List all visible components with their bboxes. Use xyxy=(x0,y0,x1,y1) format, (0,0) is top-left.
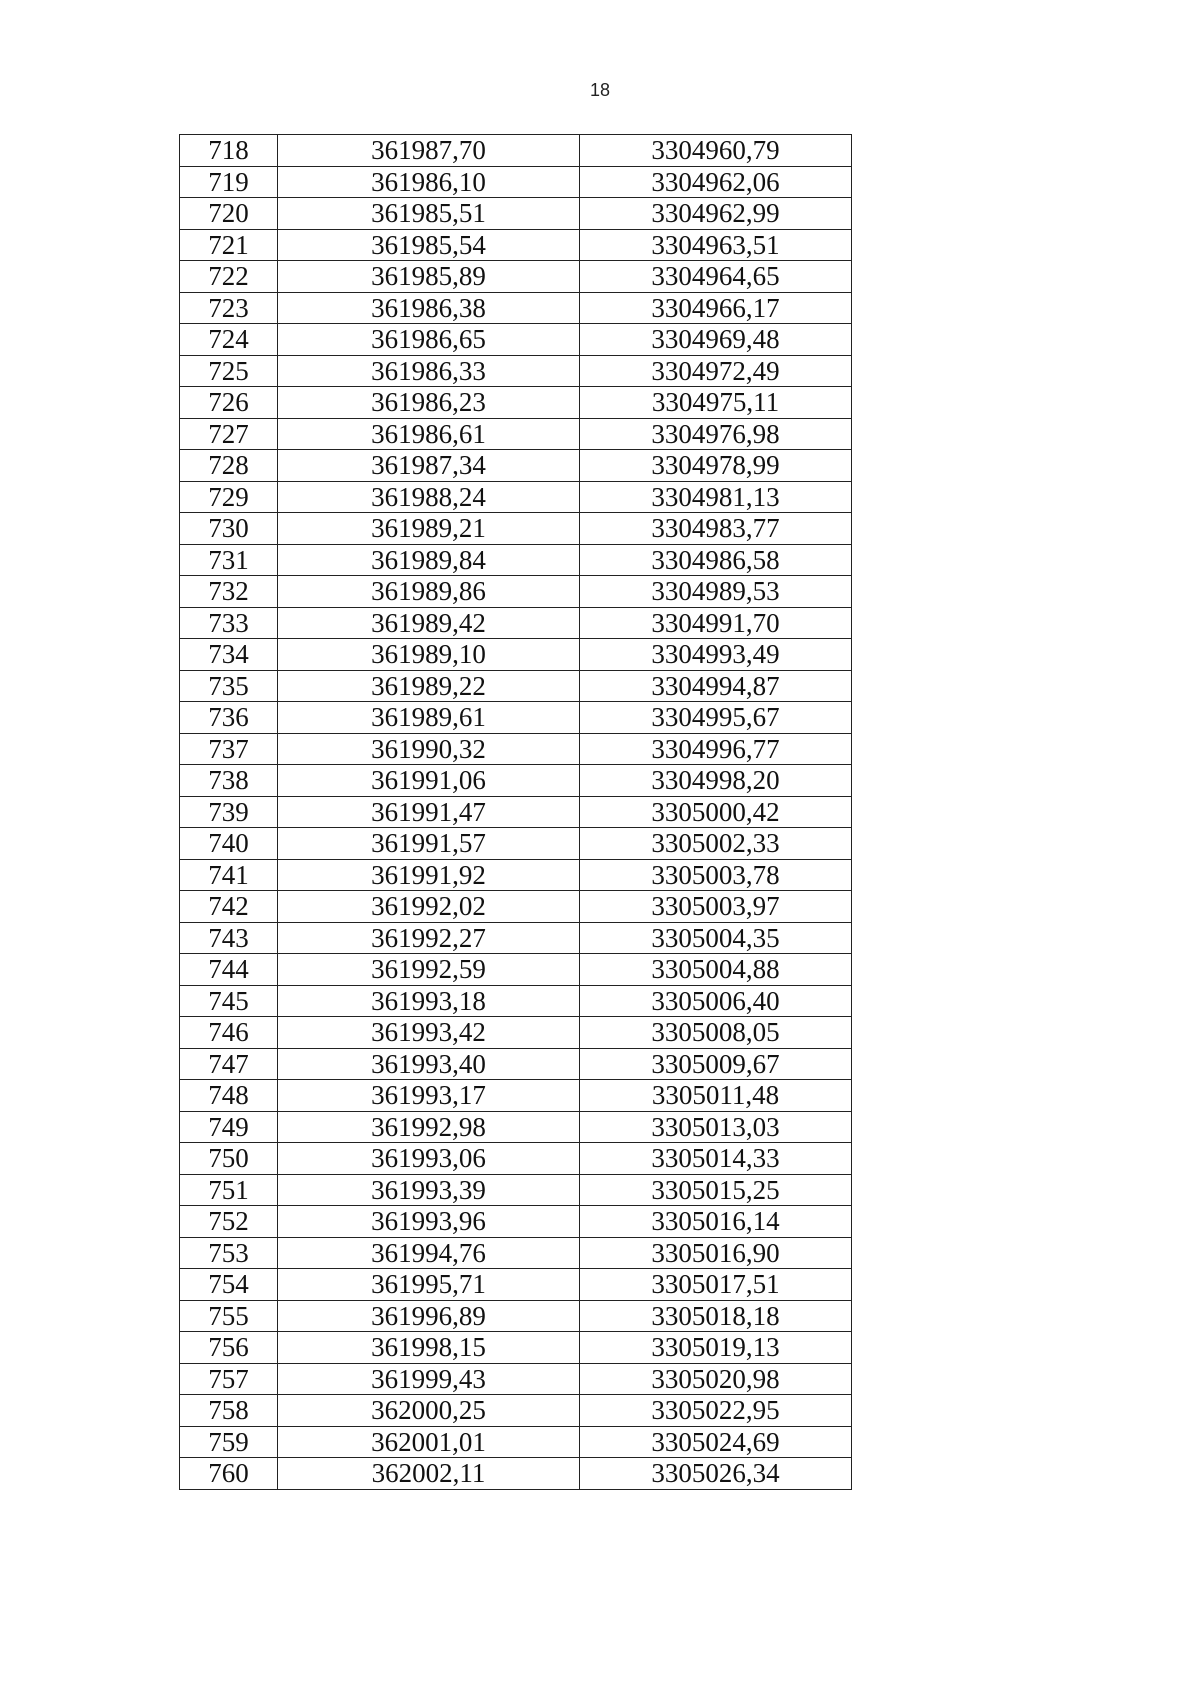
point-number-cell: 730 xyxy=(180,513,278,545)
x-coordinate-cell: 361989,86 xyxy=(278,576,580,608)
table-row xyxy=(180,1300,852,1332)
x-coordinate-cell: 361986,61 xyxy=(278,418,580,450)
table-row xyxy=(180,576,852,608)
x-coordinate-cell: 361985,54 xyxy=(278,229,580,261)
table-row xyxy=(180,1143,852,1175)
table-row xyxy=(180,1048,852,1080)
y-coordinate-cell: 3305022,95 xyxy=(580,1395,852,1427)
table-row xyxy=(180,891,852,923)
y-coordinate-cell: 3305011,48 xyxy=(580,1080,852,1112)
point-number-cell: 759 xyxy=(180,1426,278,1458)
table-row xyxy=(180,135,852,167)
x-coordinate-cell: 361989,22 xyxy=(278,670,580,702)
x-coordinate-cell: 361992,27 xyxy=(278,922,580,954)
point-number-cell: 725 xyxy=(180,355,278,387)
table-row xyxy=(180,481,852,513)
x-coordinate-cell: 361993,17 xyxy=(278,1080,580,1112)
table-row xyxy=(180,1269,852,1301)
y-coordinate-cell: 3304995,67 xyxy=(580,702,852,734)
x-coordinate-cell: 361989,84 xyxy=(278,544,580,576)
x-coordinate-cell: 361991,92 xyxy=(278,859,580,891)
x-coordinate-cell: 361993,96 xyxy=(278,1206,580,1238)
x-coordinate-cell: 361993,40 xyxy=(278,1048,580,1080)
y-coordinate-cell: 3304972,49 xyxy=(580,355,852,387)
point-number-cell: 720 xyxy=(180,198,278,230)
point-number-cell: 735 xyxy=(180,670,278,702)
point-number-cell: 760 xyxy=(180,1458,278,1490)
point-number-cell: 731 xyxy=(180,544,278,576)
y-coordinate-cell: 3304964,65 xyxy=(580,261,852,293)
y-coordinate-cell: 3305013,03 xyxy=(580,1111,852,1143)
x-coordinate-cell: 362001,01 xyxy=(278,1426,580,1458)
table-row xyxy=(180,198,852,230)
table-row xyxy=(180,1111,852,1143)
x-coordinate-cell: 361992,02 xyxy=(278,891,580,923)
point-number-cell: 721 xyxy=(180,229,278,261)
y-coordinate-cell: 3305008,05 xyxy=(580,1017,852,1049)
point-number-cell: 722 xyxy=(180,261,278,293)
y-coordinate-cell: 3305004,88 xyxy=(580,954,852,986)
x-coordinate-cell: 361985,89 xyxy=(278,261,580,293)
table-row xyxy=(180,166,852,198)
y-coordinate-cell: 3304996,77 xyxy=(580,733,852,765)
y-coordinate-cell: 3305015,25 xyxy=(580,1174,852,1206)
x-coordinate-cell: 361998,15 xyxy=(278,1332,580,1364)
point-number-cell: 724 xyxy=(180,324,278,356)
x-coordinate-cell: 361989,10 xyxy=(278,639,580,671)
y-coordinate-cell: 3305003,78 xyxy=(580,859,852,891)
y-coordinate-cell: 3304993,49 xyxy=(580,639,852,671)
y-coordinate-cell: 3305002,33 xyxy=(580,828,852,860)
y-coordinate-cell: 3305014,33 xyxy=(580,1143,852,1175)
table-row xyxy=(180,513,852,545)
x-coordinate-cell: 361992,59 xyxy=(278,954,580,986)
point-number-cell: 739 xyxy=(180,796,278,828)
x-coordinate-cell: 361996,89 xyxy=(278,1300,580,1332)
y-coordinate-cell: 3305004,35 xyxy=(580,922,852,954)
y-coordinate-cell: 3305026,34 xyxy=(580,1458,852,1490)
table-row xyxy=(180,828,852,860)
point-number-cell: 719 xyxy=(180,166,278,198)
x-coordinate-cell: 361989,61 xyxy=(278,702,580,734)
y-coordinate-cell: 3304991,70 xyxy=(580,607,852,639)
table-row xyxy=(180,1080,852,1112)
y-coordinate-cell: 3305020,98 xyxy=(580,1363,852,1395)
table-row xyxy=(180,859,852,891)
table-row xyxy=(180,702,852,734)
x-coordinate-cell: 361987,34 xyxy=(278,450,580,482)
x-coordinate-cell: 361991,57 xyxy=(278,828,580,860)
table-row xyxy=(180,954,852,986)
point-number-cell: 755 xyxy=(180,1300,278,1332)
x-coordinate-cell: 361993,18 xyxy=(278,985,580,1017)
table-row xyxy=(180,670,852,702)
y-coordinate-cell: 3305006,40 xyxy=(580,985,852,1017)
y-coordinate-cell: 3304966,17 xyxy=(580,292,852,324)
table-row xyxy=(180,1363,852,1395)
table-row xyxy=(180,922,852,954)
table-row xyxy=(180,544,852,576)
x-coordinate-cell: 361986,65 xyxy=(278,324,580,356)
x-coordinate-cell: 361993,39 xyxy=(278,1174,580,1206)
x-coordinate-cell: 361993,42 xyxy=(278,1017,580,1049)
point-number-cell: 727 xyxy=(180,418,278,450)
coordinates-table-body xyxy=(180,135,852,1490)
y-coordinate-cell: 3304976,98 xyxy=(580,418,852,450)
table-row xyxy=(180,1395,852,1427)
x-coordinate-cell: 361985,51 xyxy=(278,198,580,230)
table-row xyxy=(180,639,852,671)
y-coordinate-cell: 3304963,51 xyxy=(580,229,852,261)
x-coordinate-cell: 361993,06 xyxy=(278,1143,580,1175)
table-row xyxy=(180,324,852,356)
x-coordinate-cell: 361991,06 xyxy=(278,765,580,797)
table-row xyxy=(180,355,852,387)
table-row xyxy=(180,733,852,765)
y-coordinate-cell: 3305000,42 xyxy=(580,796,852,828)
point-number-cell: 745 xyxy=(180,985,278,1017)
x-coordinate-cell: 361986,23 xyxy=(278,387,580,419)
point-number-cell: 742 xyxy=(180,891,278,923)
y-coordinate-cell: 3304975,11 xyxy=(580,387,852,419)
point-number-cell: 751 xyxy=(180,1174,278,1206)
x-coordinate-cell: 361989,21 xyxy=(278,513,580,545)
point-number-cell: 726 xyxy=(180,387,278,419)
point-number-cell: 747 xyxy=(180,1048,278,1080)
point-number-cell: 741 xyxy=(180,859,278,891)
page-number: 18 xyxy=(589,80,611,100)
point-number-cell: 752 xyxy=(180,1206,278,1238)
table-row xyxy=(180,1332,852,1364)
x-coordinate-cell: 361986,33 xyxy=(278,355,580,387)
point-number-cell: 732 xyxy=(180,576,278,608)
x-coordinate-cell: 361986,38 xyxy=(278,292,580,324)
point-number-cell: 734 xyxy=(180,639,278,671)
point-number-cell: 723 xyxy=(180,292,278,324)
y-coordinate-cell: 3304962,06 xyxy=(580,166,852,198)
x-coordinate-cell: 361990,32 xyxy=(278,733,580,765)
point-number-cell: 753 xyxy=(180,1237,278,1269)
x-coordinate-cell: 361994,76 xyxy=(278,1237,580,1269)
y-coordinate-cell: 3305018,18 xyxy=(580,1300,852,1332)
x-coordinate-cell: 361991,47 xyxy=(278,796,580,828)
y-coordinate-cell: 3305019,13 xyxy=(580,1332,852,1364)
coordinates-table xyxy=(179,134,852,1490)
x-coordinate-cell: 362002,11 xyxy=(278,1458,580,1490)
x-coordinate-cell: 361995,71 xyxy=(278,1269,580,1301)
table-row xyxy=(180,292,852,324)
table-row xyxy=(180,1017,852,1049)
y-coordinate-cell: 3305003,97 xyxy=(580,891,852,923)
y-coordinate-cell: 3305016,14 xyxy=(580,1206,852,1238)
point-number-cell: 746 xyxy=(180,1017,278,1049)
y-coordinate-cell: 3304981,13 xyxy=(580,481,852,513)
y-coordinate-cell: 3304994,87 xyxy=(580,670,852,702)
x-coordinate-cell: 361992,98 xyxy=(278,1111,580,1143)
y-coordinate-cell: 3304983,77 xyxy=(580,513,852,545)
table-row xyxy=(180,1206,852,1238)
table-row xyxy=(180,261,852,293)
point-number-cell: 736 xyxy=(180,702,278,734)
y-coordinate-cell: 3305024,69 xyxy=(580,1426,852,1458)
y-coordinate-cell: 3305017,51 xyxy=(580,1269,852,1301)
x-coordinate-cell: 361988,24 xyxy=(278,481,580,513)
point-number-cell: 758 xyxy=(180,1395,278,1427)
table-row xyxy=(180,418,852,450)
point-number-cell: 728 xyxy=(180,450,278,482)
point-number-cell: 733 xyxy=(180,607,278,639)
y-coordinate-cell: 3304969,48 xyxy=(580,324,852,356)
table-row xyxy=(180,387,852,419)
point-number-cell: 749 xyxy=(180,1111,278,1143)
point-number-cell: 737 xyxy=(180,733,278,765)
y-coordinate-cell: 3304962,99 xyxy=(580,198,852,230)
point-number-cell: 744 xyxy=(180,954,278,986)
table-row xyxy=(180,450,852,482)
table-row xyxy=(180,607,852,639)
point-number-cell: 738 xyxy=(180,765,278,797)
point-number-cell: 756 xyxy=(180,1332,278,1364)
y-coordinate-cell: 3304986,58 xyxy=(580,544,852,576)
y-coordinate-cell: 3304978,99 xyxy=(580,450,852,482)
y-coordinate-cell: 3304989,53 xyxy=(580,576,852,608)
point-number-cell: 750 xyxy=(180,1143,278,1175)
point-number-cell: 729 xyxy=(180,481,278,513)
x-coordinate-cell: 361999,43 xyxy=(278,1363,580,1395)
y-coordinate-cell: 3304960,79 xyxy=(580,135,852,167)
point-number-cell: 718 xyxy=(180,135,278,167)
point-number-cell: 743 xyxy=(180,922,278,954)
x-coordinate-cell: 361989,42 xyxy=(278,607,580,639)
point-number-cell: 757 xyxy=(180,1363,278,1395)
table-row xyxy=(180,1237,852,1269)
y-coordinate-cell: 3305016,90 xyxy=(580,1237,852,1269)
y-coordinate-cell: 3305009,67 xyxy=(580,1048,852,1080)
table-row xyxy=(180,765,852,797)
x-coordinate-cell: 361987,70 xyxy=(278,135,580,167)
table-row xyxy=(180,1426,852,1458)
table-row xyxy=(180,796,852,828)
point-number-cell: 754 xyxy=(180,1269,278,1301)
table-row xyxy=(180,985,852,1017)
table-row xyxy=(180,229,852,261)
point-number-cell: 748 xyxy=(180,1080,278,1112)
point-number-cell: 740 xyxy=(180,828,278,860)
table-row xyxy=(180,1458,852,1490)
table-row xyxy=(180,1174,852,1206)
x-coordinate-cell: 361986,10 xyxy=(278,166,580,198)
x-coordinate-cell: 362000,25 xyxy=(278,1395,580,1427)
y-coordinate-cell: 3304998,20 xyxy=(580,765,852,797)
